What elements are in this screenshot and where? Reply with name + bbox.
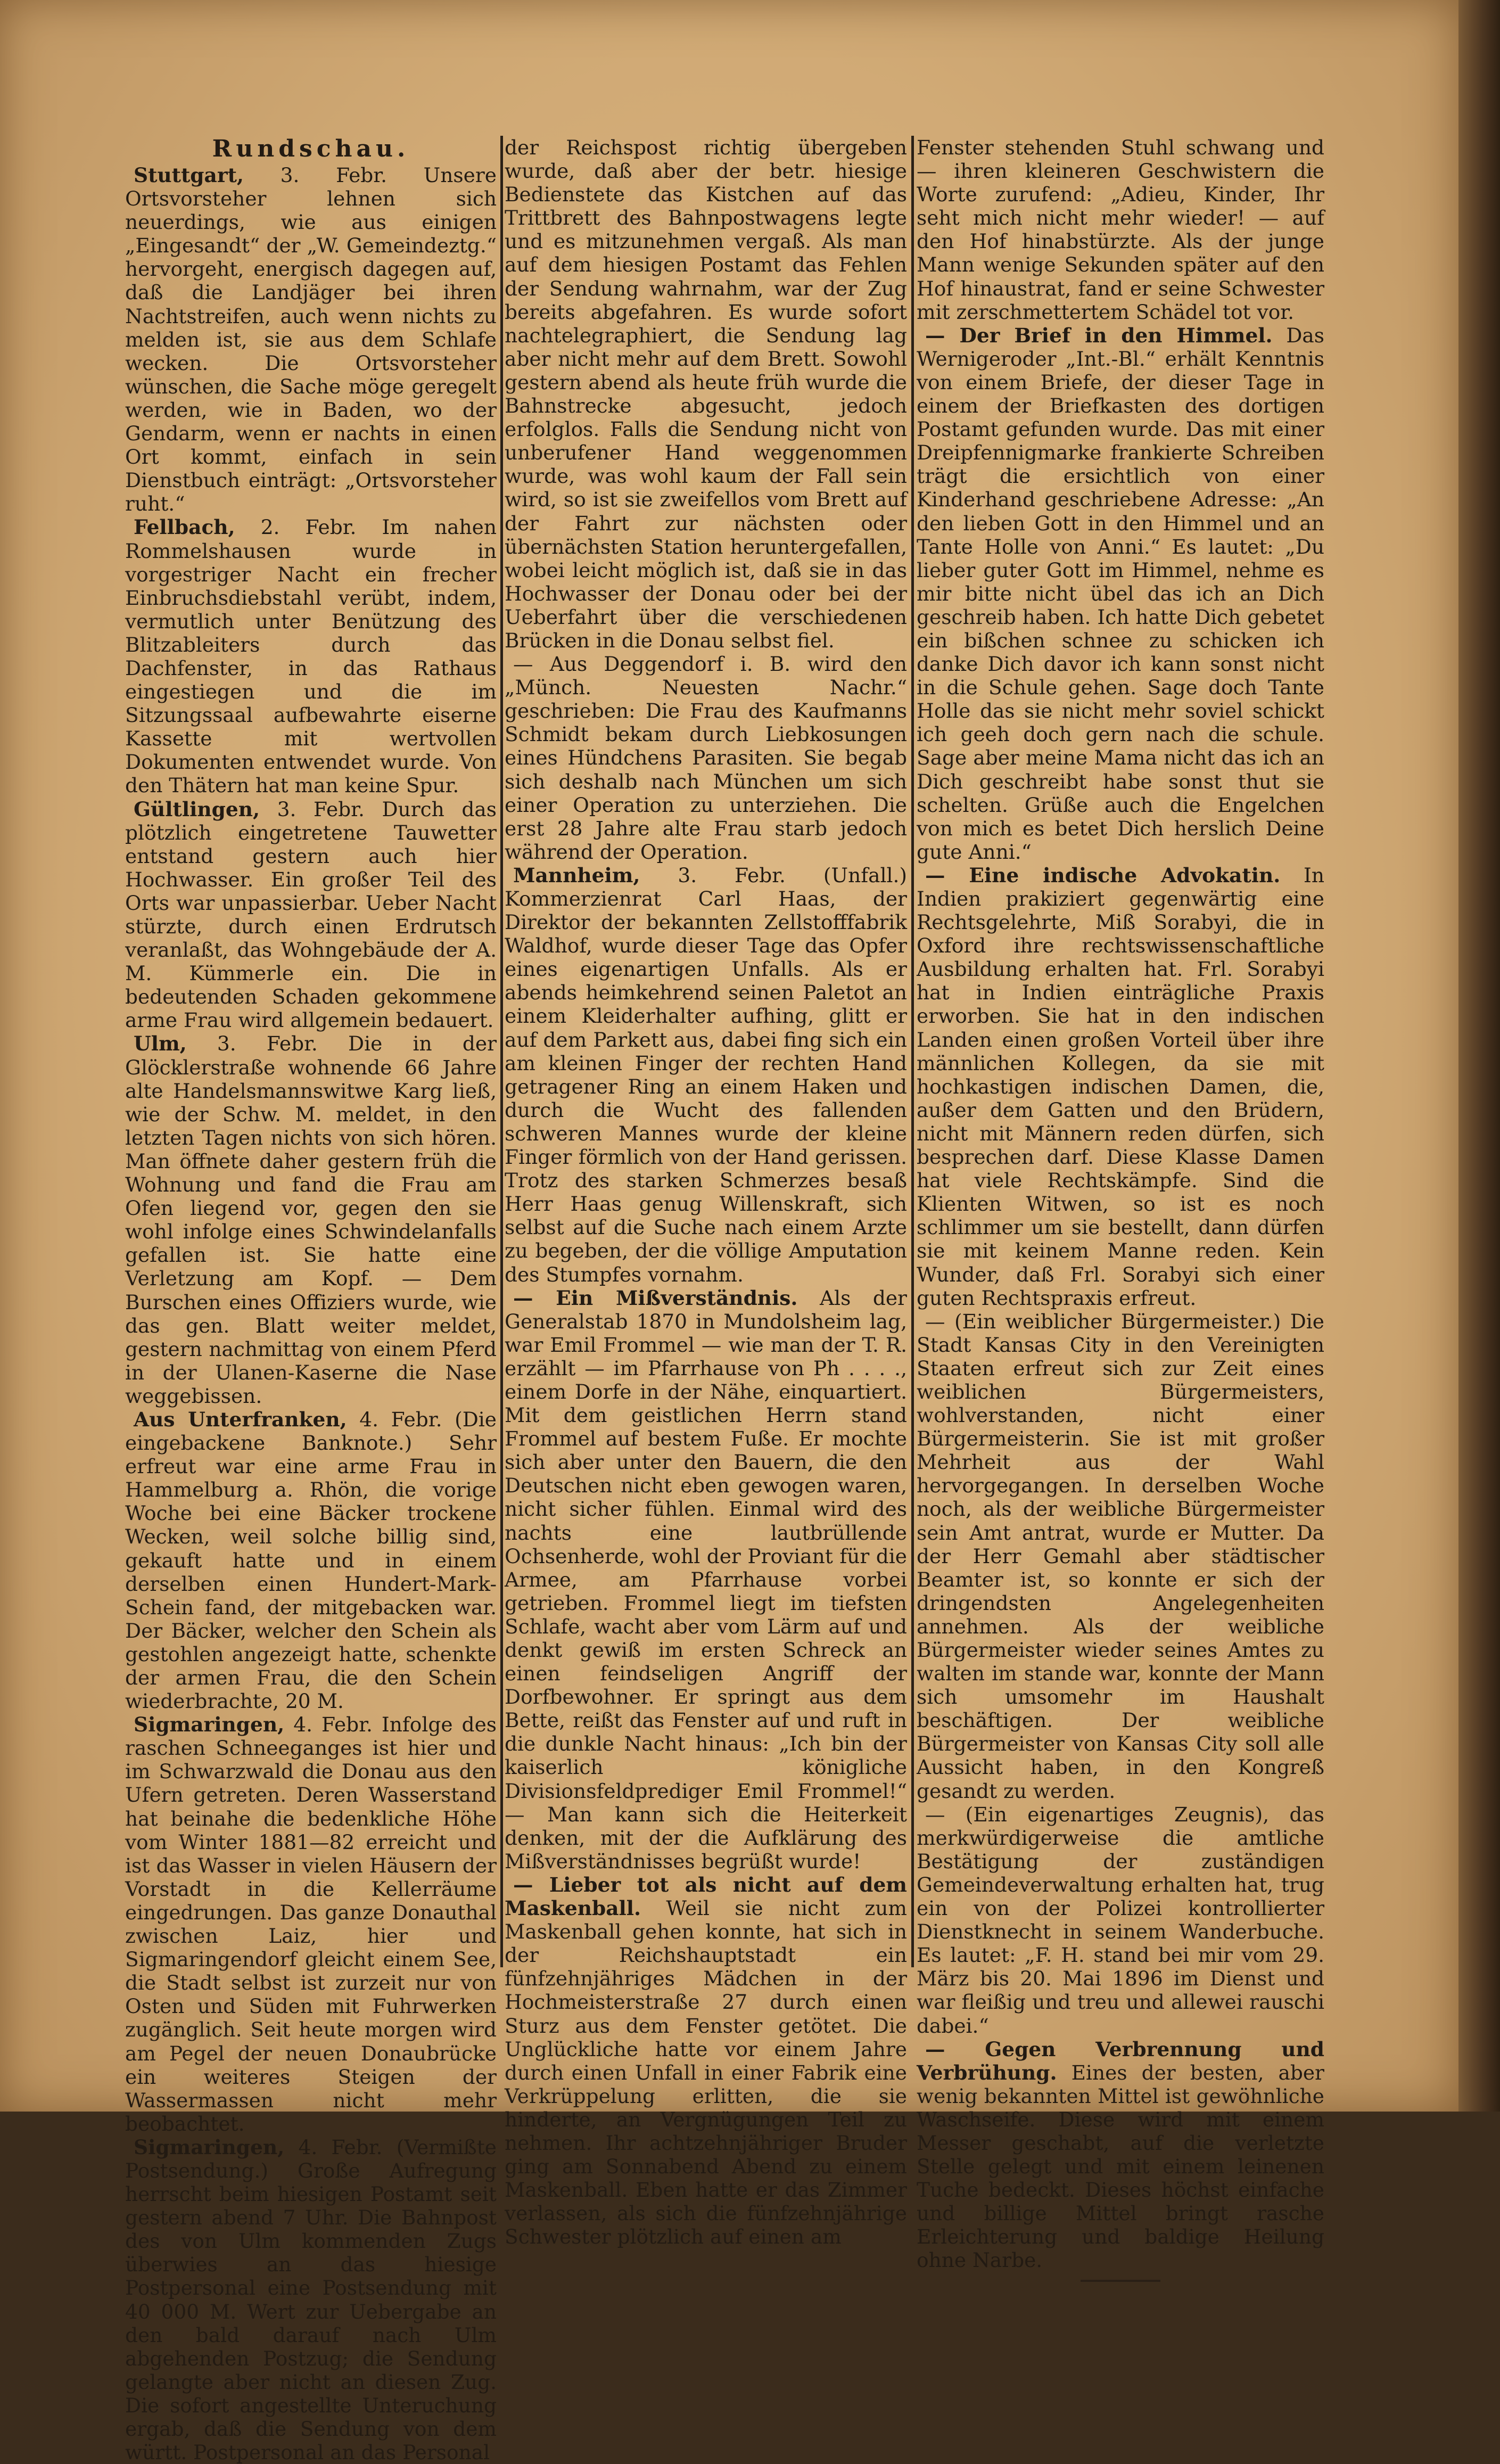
article-paragraph [125,1408,497,1713]
column-3 [917,136,1325,2272]
article-paragraph [917,864,1324,1310]
column-rule-1 [500,136,503,1967]
column-1 [125,135,497,2464]
column-1-body [125,163,497,2464]
article-text: Fenster stehenden Stuhl schwang und — ihren kleineren Geschwistern die Worte zurufend: „Adieu, Kinder, Ihr seht mich nicht mehr wieder! — auf den Hof hinabstürzte. Als der junge Mann wenige Sekunden später auf den Hof hinaustrat, fand er seine Schwester mit zerschmettertem Schädel tot vor. [917,136,1324,324]
article-text: Eines der besten, aber wenig bekannten Mittel ist gewöhnliche Waschseife. Diese wird mit einem Messer geschabt, auf die verletzte Stelle gelegt und mit einem leinenen Tuche bedeckt. Dieses höchst einfache und billige Mittel bringt rasche Erleichterung und baldige Heilung ohne Narbe. [917,2060,1324,2272]
article-paragraph [125,1032,497,1408]
section-heading: Rundschau. [212,135,410,162]
article-text: 4. Febr. Infolge des raschen Schneeganges ist hier und im Schwarzwald die Donau aus den Ufern getreten. Deren Wasserstand hat beinahe die bedenkliche Höhe vom Winter 1881—82 erreicht und ist das Wasser in vielen Häusern der Vorstadt in die Kellerräume eingedrungen. Das ganze Donauthal zwischen Laiz, hier und Sigmaringendorf gleicht einem See, die Stadt selbst ist zurzeit nur von Osten und Süden mit Fuhrwerken zugänglich. Seit heute morgen wird am Pegel der neuen Donaubrücke ein weiteres Steigen der Wassermassen nicht mehr beobachtet. [125,1713,497,2136]
column-rule-2 [911,136,914,1967]
article-text: Weil sie nicht zum Maskenball gehen konnte, hat sich in der Reichshauptstadt ein fünfzehnjähriges Mädchen in der Hochmeisterstraße 27 durch einen Sturz aus dem Fenster getötet. Die Unglückliche hatte vor einem Jahre durch einen Unfall in einer Fabrik eine Verkrüppelung erlitten, die sie hinderte, an Vergnügungen Teil zu nehmen. Ihr achtzehnjähriger Bruder ging am Sonnabend Abend zu einem Maskenball. Eben hatte er das Zimmer verlassen, als sich die fünfzehnjährige Schwester plötzlich auf einen am [505,1896,907,2249]
article-text: 3. Febr. (Unfall.) Kommerzienrat Carl Haas, der Direktor der bekannten Zellstofffabrik Waldhof, wurde dieser Tage das Opfer eines eigenartigen Unfalls. Als er abends heimkehrend seinen Paletot an einem Kleiderhalter aufhing, glitt er auf dem Parkett aus, dabei fing sich ein am kleinen Finger der rechten Hand getragener Ring an einem Haken und durch die Wucht des fallenden schweren Mannes wurde der kleine Finger förmlich von der Hand gerissen. Trotz des starken Schmerzes besaß Herr Haas genug Willenskraft, sich selbst auf die Suche nach einem Arzte zu begeben, der die völlige Amputation des Stumpfes vornahm. [505,863,907,1286]
article-paragraph [505,1873,907,2249]
article-paragraph [505,1286,907,1873]
end-rule [1081,2280,1160,2282]
article-paragraph [917,324,1324,864]
article-text: — Aus Deggendorf i. B. wird den „Münch. Neuesten Nachr.“ geschrieben: Die Frau des Kaufmanns Schmidt bekam durch Liebkosungen eines Hündchens Parasiten. Sie begab sich deshalb nach München um sich einer Operation zu unterziehen. Die erst 28 Jahre alte Frau starb jedoch während der Operation. [505,652,907,864]
article-paragraph [505,864,907,1286]
article-dateline: Stuttgart, [134,163,244,187]
article-paragraph [125,2136,497,2464]
article-text: 3. Febr. Unsere Ortsvorsteher lehnen sich neuerdings, wie aus einigen „Eingesandt“ der „W. Gemeindeztg.“ hervorgeht, energisch dagegen auf, daß die Landjäger bei ihren Nachtstreifen, auch wenn nichts zu melden ist, sie aus dem Schlafe wecken. Die Ortsvorsteher wünschen, die Sache möge geregelt werden, wie in Baden, wo der Gendarm, wenn er nachts in einen Ort kommt, einfach in sein Dienstbuch einträgt: „Ortsvorsteher ruht.“ [125,163,497,516]
column-3-body [917,136,1324,2272]
article-text: 3. Febr. Die in der Glöcklerstraße wohnende 66 Jahre alte Handelsmannswitwe Karg ließ, wie der Schw. M. meldet, in den letzten Tagen nichts von sich hören. Man öffnete daher gestern früh die Wohnung und fand die Frau am Ofen liegend vor, gegen den sie wohl infolge eines Schwindelanfalls gefallen ist. Sie hatte eine Verletzung am Kopf. — Dem Burschen eines Offiziers wurde, wie das gen. Blatt weiter meldet, gestern nachmittag von einem Pferd in der Ulanen-Kaserne die Nase weggebissen. [125,1032,497,1408]
article-dateline: — Der Brief in den Himmel. [925,323,1273,347]
article-text: 3. Febr. Durch das plötzlich eingetretene Tauwetter entstand gestern auch hier Hochwasser. Ein großer Teil des Orts war unpassierbar. Ueber Nacht stürzte, durch einen Erdrutsch veranlaßt, das Wohngebäude der A. M. Kümmerle ein. Die in bedeutenden Schaden gekommene arme Frau wird allgemein bedauert. [125,797,497,1032]
article-paragraph [505,652,907,864]
column-2-body [505,136,907,2248]
article-dateline: — Ein Mißverständnis. [513,1286,798,1310]
book-binding [1458,0,1500,2112]
article-text: der Reichspost richtig übergeben wurde, daß aber der betr. hiesige Bedienstete das Kistchen auf das Trittbrett des Bahnpostwagens legte und es mitzunehmen vergaß. Als man auf dem hiesigen Postamt das Fehlen der Sendung wahrnahm, war der Zug bereits abgefahren. Es wurde sofort nachtelegraphiert, die Sendung lag aber nicht mehr auf dem Brett. Sowohl gestern abend als heute früh wurde die Bahnstrecke abgesucht, jedoch erfolglos. Falls die Sendung nicht von unberufener Hand weggenommen wurde, was wohl kaum der Fall sein wird, so ist sie zweifellos vom Brett auf der Fahrt zur nächsten oder übernächsten Station heruntergefallen, wobei leicht möglich ist, daß sie in das Hochwasser der Donau oder bei der Ueberfahrt über die verschiedenen Brücken in die Donau selbst fiel. [505,136,907,652]
article-dateline: Ulm, [134,1032,187,1056]
article-text: In Indien prakiziert gegenwärtig eine Rechtsgelehrte, Miß Sorabyi, die in Oxford ihre rechtswissenschaftliche Ausbildung erhalten hat. Frl. Sorabyi hat in Indien einträgliche Praxis erworben. Sie hat in den indischen Landen einen großen Vorteil über ihre männlichen Kollegen, da sie mit hochkastigen indischen Damen, die, außer dem Gatten und den Brüdern, nicht mit Männern reden dürfen, sich besprechen darf. Diese Klasse Damen hat viele Rechtskämpfe. Sind die Klienten Witwen, so ist es noch schlimmer um sie bestellt, dann dürfen sie mit keinem Manne reden. Kein Wunder, daß Frl. Sorabyi sich einer guten Rechtspraxis erfreut. [917,863,1325,1310]
article-paragraph [917,1310,1324,1803]
article-paragraph [917,136,1324,324]
article-dateline: Fellbach, [134,515,235,539]
article-paragraph [125,1713,497,2136]
article-dateline: Mannheim, [513,863,640,887]
article-text: 2. Febr. Im nahen Rommelshausen wurde in vorgestriger Nacht ein frecher Einbruchsdiebstahl verübt, indem, vermutlich unter Benützung des Blitzableiters durch das Dachfenster, in das Rathaus eingestiegen und die im Sitzungssaal aufbewahrte eiserne Kassette mit wertvollen Dokumenten entwendet wurde. Von den Thätern hat man keine Spur. [125,515,497,798]
article-dateline: — Lieber tot als nicht auf dem Maskenball. [505,1872,907,1920]
article-paragraph [125,163,497,515]
article-dateline: Sigmaringen, [134,2135,285,2159]
article-text: 4. Febr. (Vermißte Postsendung.) Große Aufregung herrscht beim hiesigen Postamt seit gestern abend 7 Uhr. Die Bahnpost des von Ulm kommenden Zugs überwies an das hiesige Postpersonal eine Postsendung mit 40 000 M. Wert zur Uebergabe an den bald darauf nach Ulm abgehenden Postzug; die Sendung gelangte aber nicht an diesen Zug. Die sofort angestellte Unteruchung ergab, daß die Sendung von dem württ. Postpersonal an das Personal [125,2135,497,2464]
article-dateline: Gültlingen, [134,797,260,821]
article-dateline: — Eine indische Advokatin. [925,863,1281,887]
article-paragraph [917,1803,1324,2038]
column-2 [505,136,907,2249]
article-text: Das Wernigeroder „Int.-Bl.“ erhält Kenntnis von einem Briefe, der dieser Tage in einem der Briefkasten des dortigen Postamt gefunden wurde. Das mit einer Dreipfennigmarke frankierte Schreiben trägt die ersichtlich von einer Kinderhand geschriebene Adresse: „An den lieben Gott in den Himmel und an Tante Holle von Anni.“ Es lautet: „Du lieber guter Gott im Himmel, nehme es mir bitte nicht übel das ich an Dich geschreib haben. Ich hatte Dich gebetet ein bißchen schnee zu schicken ich danke Dich davor ich kann sonst nicht in die Schule gehen. Sage doch Tante Holle das sie nicht mehr soviel schickt ich geeh doch gern nach die schule. Sage aber meine Mama nicht das ich an Dich geschreibt habe sonst thut sie schelten. Grüße auch die Engelchen von mich es betet Dich herslich Deine gute Anni.“ [917,323,1324,864]
article-dateline: Sigmaringen, [134,1713,285,1737]
article-text: — (Ein eigenartiges Zeugnis), das merkwürdigerweise die amtliche Bestätigung der zuständigen Gemeindeverwaltung erhalten hat, trug ein von der Polizei kontrollierter Dienstknecht in seinem Wanderbuche. Es lautet: „F. H. stand bei mir vom 29. März bis 20. Mai 1896 im Dienst und war fleißig und treu und allewei rauschi dabei.“ [917,1802,1324,2038]
article-dateline: — Gegen Verbrennung und Verbrühung. [917,2037,1324,2084]
article-paragraph [125,515,497,797]
article-text: — (Ein weiblicher Bürgermeister.) Die Stadt Kansas City in den Vereinigten Staaten erfreut sich zur Zeit eines weiblichen Bürgermeisters, wohlverstanden, nicht einer Bürgermeisterin. Sie ist mit großer Mehrheit aus der Wahl hervorgegangen. In derselben Woche noch, als der weibliche Bürgermeister sein Amt antrat, wurde er Mutter. Da der Herr Gemahl aber städtischer Beamter ist, so konnte er sich der dringendsten Angelegenheiten annehmen. Als der weibliche Bürgermeister wieder seines Amtes zu walten im stande war, konnte der Mann sich umsomehr im Haushalt beschäftigen. Der weibliche Bürgermeister von Kansas City soll alle Aussicht haben, in den Kongreß gesandt zu werden. [917,1309,1324,1803]
article-paragraph [917,2038,1324,2272]
article-paragraph [125,798,497,1032]
article-dateline: Aus Unterfranken, [134,1407,347,1431]
article-text: Als der Generalstab 1870 in Mundolsheim lag, war Emil Frommel — wie man der T. R. erzählt — im Pfarrhause von Ph . . . ., einem Dorfe in der Nähe, einquartiert. Mit dem geistlichen Herrn stand Frommel auf bestem Fuße. Er mochte sich aber unter den Bauern, die den Deutschen nicht eben gewogen waren, nicht sicher fühlen. Einmal wird des nachts eine lautbrüllende Ochsenherde, wohl der Proviant für die Armee, am Pfarrhause vorbei getrieben. Frommel liegt im tiefsten Schlafe, wacht aber vom Lärm auf und denkt gewiß im ersten Schreck an einen feindseligen Angriff der Dorfbewohner. Er springt aus dem Bette, reißt das Fenster auf und ruft in die dunkle Nacht hinaus: „Ich bin der kaiserlich königliche Divisionsfeldprediger Emil Frommel!“ — Man kann sich die Heiterkeit denken, mit der die Aufklärung des Mißverständnisses begrüßt wurde! [505,1286,907,1873]
article-text: 4. Febr. (Die eingebackene Banknote.) Sehr erfreut war eine arme Frau in Hammelburg a. Rhön, die vorige Woche bei eine Bäcker trockene Wecken, weil solche billig sind, gekauft hatte und in einem derselben einen Hundert-Mark-Schein fand, der mitgebacken war. Der Bäcker, welcher den Schein als gestohlen angezeigt hatte, schenkte der armen Frau, die den Schein wiederbrachte, 20 M. [125,1407,497,1713]
article-paragraph [505,136,907,652]
